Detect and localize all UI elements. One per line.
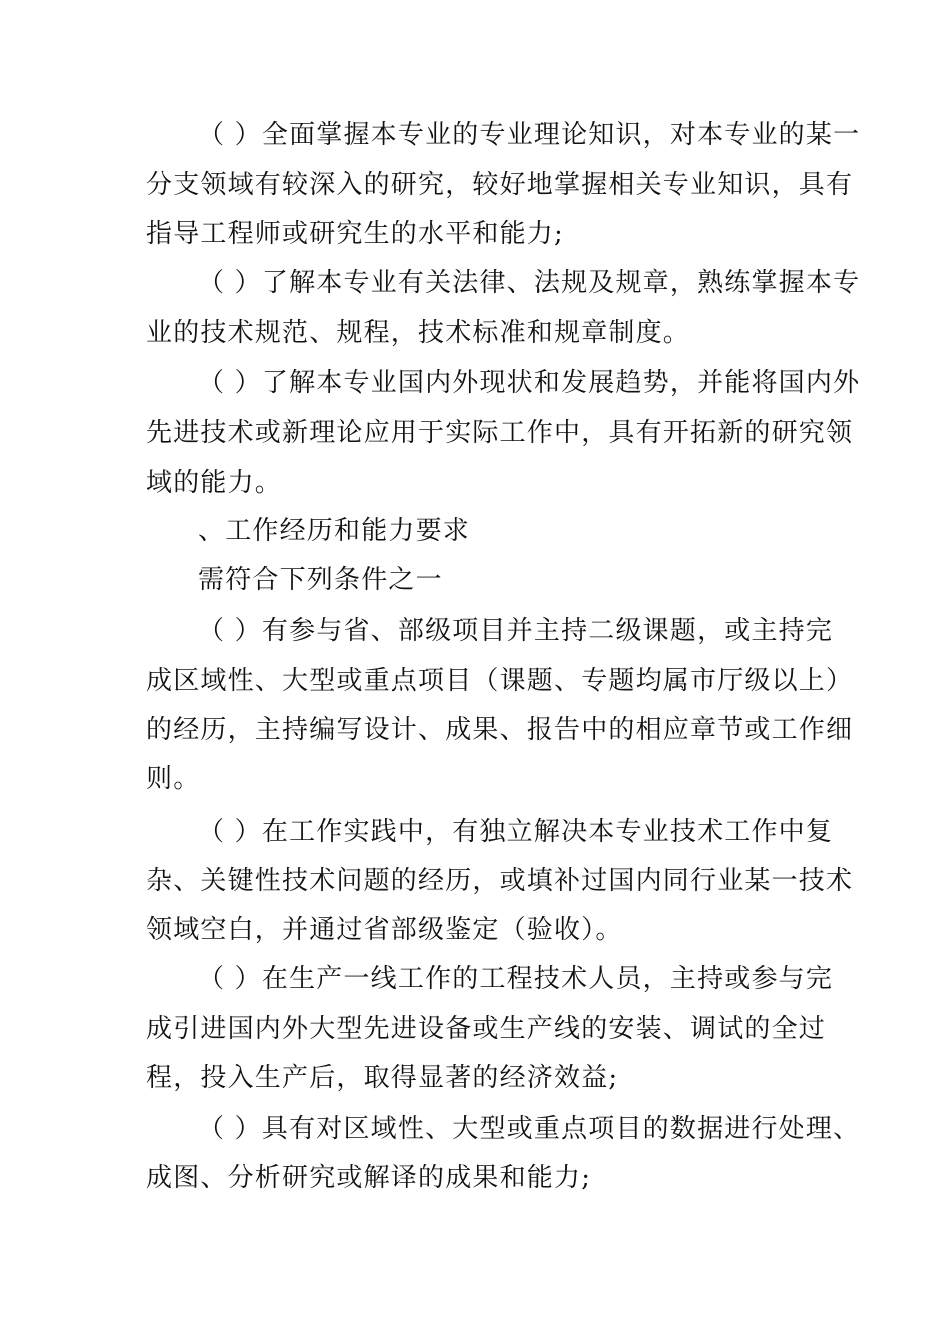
paragraph-line: 则。	[146, 764, 201, 794]
section-heading: 、工作经历和能力要求	[198, 516, 471, 546]
paragraph-line: 需符合下列条件之一	[198, 565, 443, 595]
paragraph-line: 先进技术或新理论应用于实际工作中，具有开拓新的研究领	[146, 418, 854, 448]
paragraph-line: 指导工程师或研究生的水平和能力;	[146, 219, 564, 249]
paragraph-line: （ ）具有对区域性、大型或重点项目的数据进行处理、	[198, 1114, 861, 1144]
paragraph-line: （ ）了解本专业有关法律、法规及规章，熟练掌握本专	[198, 268, 861, 298]
paragraph-line: 分支领域有较深入的研究，较好地掌握相关专业知识，具有	[146, 170, 854, 200]
paragraph-line: 域的能力。	[146, 468, 283, 498]
paragraph-line: （ ）了解本专业国内外现状和发展趋势，并能将国内外	[198, 368, 861, 398]
paragraph-line: 成图、分析研究或解译的成果和能力;	[146, 1163, 592, 1193]
paragraph-line: 成区域性、大型或重点项目（课题、专题均属市厅级以上）	[146, 666, 854, 696]
paragraph-line: 杂、关键性技术问题的经历，或填补过国内同行业某一技术	[146, 866, 854, 896]
paragraph-line: （ ）在生产一线工作的工程技术人员，主持或参与完	[198, 964, 834, 994]
paragraph-line: 业的技术规范、规程，技术标准和规章制度。	[146, 318, 691, 348]
paragraph-line: 成引进国内外大型先进设备或生产线的安装、调试的全过	[146, 1014, 827, 1044]
paragraph-line: （ ）有参与省、部级项目并主持二级课题，或主持完	[198, 616, 834, 646]
paragraph-line: （ ）在工作实践中，有独立解决本专业技术工作中复	[198, 817, 834, 847]
paragraph-line: 领域空白，并通过省部级鉴定（验收）。	[146, 915, 623, 945]
paragraph-line: 的经历，主持编写设计、成果、报告中的相应章节或工作细	[146, 715, 854, 745]
paragraph-line: 程，投入生产后，取得显著的经济效益;	[146, 1063, 619, 1093]
paragraph-line: （ ）全面掌握本专业的专业理论知识，对本专业的某一	[198, 120, 861, 150]
